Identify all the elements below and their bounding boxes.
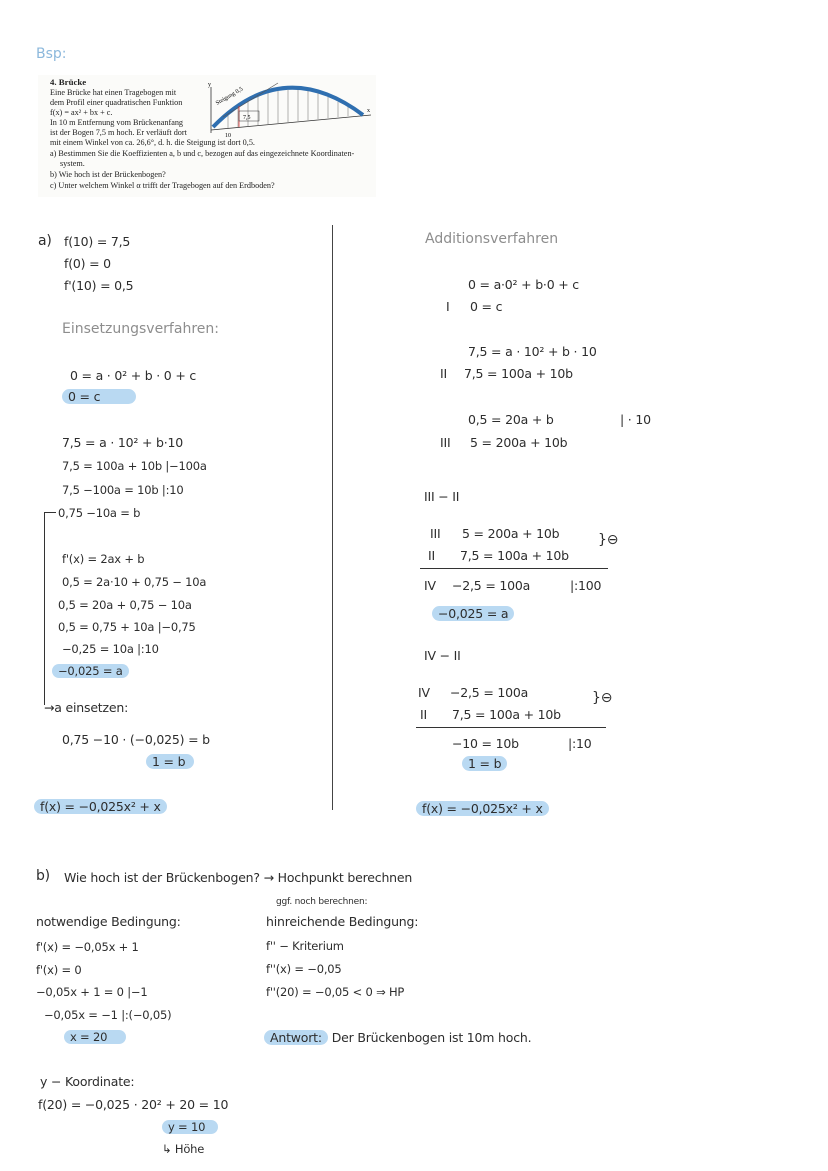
task-line: mit einem Winkel von ca. 26,6°, d. h. die Steigung ist dort 0,5.: [50, 138, 255, 147]
given-line: f'(10) = 0,5: [64, 278, 134, 293]
step-line: 0,5 = 0,75 + 10a |−0,75: [58, 620, 196, 634]
step-line: 0 = a · 0² + b · 0 + c: [70, 368, 197, 383]
insert-text: a einsetzen:: [54, 700, 129, 715]
calc-line: f'(x) = 0: [36, 963, 82, 977]
dist-label: 10: [225, 133, 231, 137]
operation: | · 10: [620, 412, 651, 427]
step-line: 7,5 = 100a + 10b |−100a: [62, 459, 207, 473]
result-a: −0,025 = a: [52, 664, 129, 678]
step-line: f'(x) = 2ax + b: [62, 552, 145, 566]
final-function-left: f(x) = −0,025x² + x: [34, 799, 167, 814]
insert-label: →a einsetzen:: [44, 700, 129, 715]
answer-row: [264, 1030, 531, 1045]
task-line: ist der Bogen 7,5 m hoch. Er verläuft dort: [50, 128, 187, 137]
calc-line: f''(20) = −0,05 < 0 ⇒ HP: [266, 985, 405, 999]
eq-line: −10 = 10b: [452, 736, 519, 751]
answer-label: Antwort:: [264, 1030, 328, 1045]
sum-rule: [416, 727, 606, 728]
part-b-label: b): [36, 868, 50, 884]
height-label: 7,5: [243, 115, 251, 121]
calc-line: f''(x) = −0,05: [266, 962, 342, 976]
calc-line: f(20) = −0,025 · 20² + 20 = 10: [38, 1097, 229, 1112]
calc-line: −0,05x + 1 = 0 |−1: [36, 985, 148, 999]
task-line: c) Unter welchem Winkel α trifft der Tragebogen auf den Erdboden?: [50, 181, 275, 190]
eq-line: 0,5 = 20a + b: [468, 412, 554, 427]
result-x: x = 20: [64, 1030, 126, 1044]
y-coord-title: y − Koordinate:: [40, 1074, 135, 1089]
eq-number: II: [420, 707, 427, 722]
method-title: Einsetzungsverfahren:: [62, 321, 219, 337]
eq-line: 0 = c: [470, 299, 503, 314]
calc-line: f'(x) = −0,05x + 1: [36, 940, 139, 954]
operation: |:10: [568, 736, 592, 751]
task-line: In 10 m Entfernung vom Brückenanfang: [50, 118, 184, 127]
given-line: f(0) = 0: [64, 256, 111, 271]
result-b: 1 = b: [146, 754, 194, 769]
eq-number: III: [440, 435, 451, 450]
side-note: ggf. noch berechnen:: [276, 897, 368, 907]
axis-x-label: x: [367, 108, 370, 114]
eq-line: 7,5 = 100a + 10b: [460, 548, 569, 563]
minus-brace: }⊖: [592, 690, 613, 706]
step-line: −0,25 = 10a |:10: [62, 642, 159, 656]
result-b-right: 1 = b: [462, 756, 507, 771]
eq-line: 7,5 = 100a + 10b: [452, 707, 561, 722]
subtraction-label: III − II: [424, 489, 460, 504]
sum-rule: [420, 568, 608, 569]
subtraction-label: IV − II: [424, 648, 461, 663]
step-line: 0,75 −10 · (−0,025) = b: [62, 732, 210, 747]
necessary-title: notwendige Bedingung:: [36, 914, 181, 929]
eq-number: I: [446, 299, 450, 314]
step-line: 0,75 −10a = b: [58, 506, 141, 520]
eq-number: II: [428, 548, 435, 563]
step-line: 7,5 −100a = 10b |:10: [62, 483, 184, 497]
eq-line: 0 = a·0² + b·0 + c: [468, 277, 579, 292]
task-line: Eine Brücke hat einen Tragebogen mit: [50, 88, 177, 97]
minus-brace: }⊖: [598, 532, 619, 548]
step-line: 0,5 = 20a + 0,75 − 10a: [58, 598, 192, 612]
bridge-figure: [203, 75, 373, 137]
calc-line: f'' − Kriterium: [266, 939, 344, 953]
step-line: 7,5 = a · 10² + b·10: [62, 435, 184, 450]
bracket-line: [44, 512, 45, 705]
eq-line: 7,5 = 100a + 10b: [464, 366, 573, 381]
calc-line: −0,05x = −1 |:(−0,05): [44, 1008, 172, 1022]
eq-line: −2,5 = 100a: [452, 578, 531, 593]
method-title-right: Additionsverfahren: [425, 231, 559, 247]
bracket-line: [44, 512, 56, 513]
eq-number: II: [440, 366, 447, 381]
task-title: 4. Brücke: [50, 77, 87, 87]
operation: |:100: [570, 578, 602, 593]
eq-number: IV: [418, 685, 430, 700]
result-y: y = 10: [162, 1120, 218, 1134]
part-a-label: a): [38, 233, 52, 249]
task-line: b) Wie hoch ist der Brückenbogen?: [50, 170, 166, 179]
task-line: dem Profil einer quadratischen Funktion: [50, 98, 183, 107]
eq-number: IV: [424, 578, 436, 593]
result-a-right: −0,025 = a: [432, 606, 514, 621]
final-function-right: f(x) = −0,025x² + x: [416, 801, 549, 816]
part-b-question: Wie hoch ist der Brückenbogen? → Hochpunkt berechnen: [64, 870, 413, 885]
eq-line: 5 = 200a + 10b: [462, 526, 560, 541]
axis-y-label: y: [208, 82, 211, 88]
eq-line: 7,5 = a · 10² + b · 10: [468, 344, 597, 359]
column-divider: [332, 225, 333, 810]
sufficient-title: hinreichende Bedingung:: [266, 914, 419, 929]
example-label: Bsp:: [36, 46, 67, 62]
task-line: system.: [60, 159, 85, 168]
task-line: a) Bestimmen Sie die Koeffizienten a, b und c, bezogen auf das eingezeichnete Koordinaten-: [50, 149, 355, 158]
step-line: 0,5 = 2a·10 + 0,75 − 10a: [62, 575, 207, 589]
given-line: f(10) = 7,5: [64, 234, 131, 249]
result-c: 0 = c: [62, 389, 136, 404]
answer-text: Der Brückenbogen ist 10m hoch.: [331, 1030, 532, 1045]
height-note: ↳ Höhe: [162, 1142, 205, 1156]
eq-number: III: [430, 526, 441, 541]
slope-label: Steigung 0,5: [215, 86, 245, 107]
task-line: f(x) = ax² + bx + c.: [50, 108, 113, 117]
textbook-excerpt: [38, 75, 376, 197]
eq-line: −2,5 = 100a: [450, 685, 529, 700]
eq-line: 5 = 200a + 10b: [470, 435, 568, 450]
